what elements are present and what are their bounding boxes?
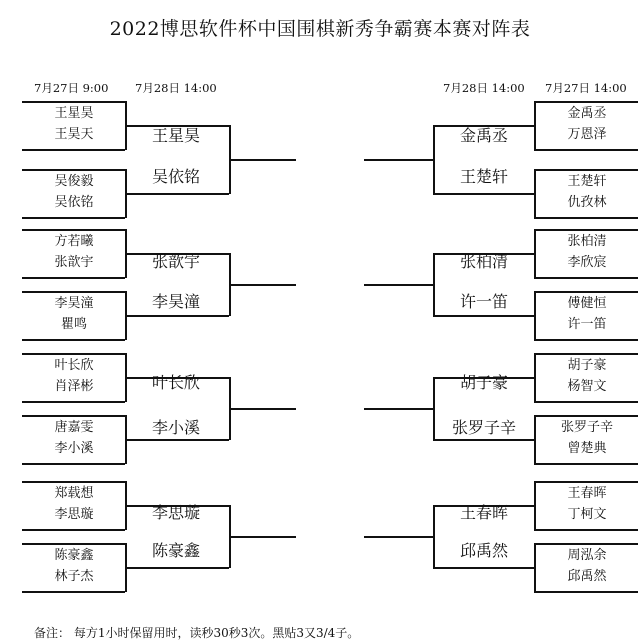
player-name-r1: 王昊天 [54, 127, 94, 142]
player-name-r2: 张罗子辛 [451, 418, 516, 437]
bracket-line [22, 169, 125, 171]
bracket-line [433, 505, 435, 568]
player-name-r1: 丁柯文 [567, 507, 607, 522]
player-name-r2: 胡子豪 [459, 373, 508, 392]
player-name-r2: 李思璇 [151, 503, 200, 522]
bracket-line [125, 567, 229, 569]
bracket-line [433, 439, 534, 441]
bracket-line [125, 193, 229, 195]
bracket-line [433, 193, 534, 195]
bracket-line [534, 229, 638, 231]
bracket-line [534, 169, 638, 171]
bracket-line [22, 291, 125, 293]
player-name-r1: 邱禹然 [567, 569, 607, 584]
bracket-line [534, 101, 536, 150]
bracket-line [22, 353, 125, 355]
player-name-r2: 李小溪 [151, 418, 200, 437]
bracket-line [534, 401, 638, 403]
player-name-r2: 王春晖 [459, 503, 508, 522]
bracket-line [22, 217, 125, 219]
player-name-r1: 吴依铭 [54, 195, 94, 210]
date-right-round1: 7月27日 14:00 [545, 81, 627, 95]
player-name-r2: 张柏清 [459, 252, 508, 271]
player-name-r1: 李思璇 [54, 507, 94, 522]
bracket-line [534, 291, 536, 340]
page-title: 2022博思软件杯中国围棋新秀争霸赛本赛对阵表 [109, 18, 531, 40]
bracket-line [22, 101, 125, 103]
bracket-line [534, 591, 638, 593]
date-right-round2: 7月28日 14:00 [443, 81, 525, 95]
player-name-r1: 郑载想 [54, 486, 94, 501]
bracket-line [364, 284, 433, 286]
bracket-line [534, 217, 638, 219]
player-name-r1: 陈豪鑫 [54, 548, 94, 563]
bracket-line [22, 277, 125, 279]
bracket-line [364, 536, 433, 538]
bracket-line [22, 463, 125, 465]
bracket-line [534, 277, 638, 279]
bracket-line [22, 339, 125, 341]
footnote: 备注： 每方1小时保留用时，读秒30秒3次。黑贴3又3/4子。 [34, 626, 360, 640]
bracket-line [22, 481, 125, 483]
player-name-r1: 曾楚典 [567, 441, 607, 456]
player-name-r2: 李昊潼 [151, 292, 200, 311]
bracket-line [229, 284, 296, 286]
bracket-line [364, 408, 433, 410]
player-name-r1: 杨智文 [567, 379, 607, 394]
player-name-r1: 张罗子辛 [560, 420, 613, 435]
bracket-line [433, 125, 435, 194]
player-name-r2: 吴依铭 [151, 167, 200, 186]
player-name-r1: 方若曦 [54, 234, 94, 249]
bracket-line [229, 159, 296, 161]
player-name-r2: 许一笛 [459, 292, 508, 311]
bracket-line [534, 481, 638, 483]
player-name-r1: 许一笛 [567, 317, 607, 332]
player-name-r1: 胡子豪 [567, 358, 607, 373]
bracket-line [534, 543, 638, 545]
bracket-line [534, 291, 638, 293]
date-left-round1: 7月27日 9:00 [34, 81, 109, 95]
player-name-r1: 王楚轩 [567, 174, 607, 189]
bracket-line [534, 463, 638, 465]
player-name-r1: 傅健恒 [567, 296, 607, 311]
player-name-r2: 王楚轩 [459, 167, 508, 186]
bracket-line [534, 353, 638, 355]
bracket-line [534, 169, 536, 218]
player-name-r1: 李欣宸 [567, 255, 607, 270]
player-name-r1: 李小溪 [54, 441, 94, 456]
player-name-r2: 张歆宇 [151, 252, 200, 271]
bracket-line [534, 149, 638, 151]
bracket-line [22, 591, 125, 593]
player-name-r2: 王星昊 [151, 126, 200, 145]
bracket-line [433, 567, 534, 569]
player-name-r1: 周泓余 [567, 548, 607, 563]
bracket-line [534, 339, 638, 341]
bracket-line [229, 408, 296, 410]
bracket-line [433, 377, 435, 440]
player-name-r1: 唐嘉雯 [54, 420, 94, 435]
bracket-line [534, 481, 536, 530]
bracket-line [433, 253, 435, 316]
player-name-r1: 吴俊毅 [54, 174, 94, 189]
bracket-line [364, 159, 433, 161]
player-name-r1: 仇孜林 [567, 195, 607, 210]
bracket-line [534, 529, 638, 531]
player-name-r1: 叶长欣 [54, 358, 94, 373]
date-left-round2: 7月28日 14:00 [135, 81, 217, 95]
player-name-r1: 王春晖 [567, 486, 607, 501]
player-name-r1: 张歆宇 [54, 255, 94, 270]
bracket-line [125, 315, 229, 317]
bracket-line [125, 439, 229, 441]
bracket-line [534, 415, 536, 464]
bracket-line [22, 149, 125, 151]
bracket-line [22, 543, 125, 545]
player-name-r1: 瞿鸣 [60, 317, 87, 332]
player-name-r1: 肖泽彬 [54, 379, 94, 394]
bracket-line [229, 536, 296, 538]
player-name-r2: 邱禹然 [459, 541, 508, 560]
bracket-line [22, 401, 125, 403]
bracket-line [22, 415, 125, 417]
bracket-line [534, 415, 638, 417]
player-name-r1: 李昊潼 [54, 296, 94, 311]
player-name-r1: 张柏清 [567, 234, 607, 249]
player-name-r2: 金禹丞 [459, 126, 508, 145]
bracket-line [534, 101, 638, 103]
bracket-line [534, 543, 536, 592]
player-name-r1: 王星昊 [54, 106, 94, 121]
bracket-line [22, 529, 125, 531]
bracket-line [433, 315, 534, 317]
player-name-r1: 林子杰 [54, 569, 94, 584]
bracket-line [534, 353, 536, 402]
bracket-line [22, 229, 125, 231]
bracket-line [534, 229, 536, 278]
player-name-r1: 万恩泽 [567, 127, 607, 142]
player-name-r1: 金禹丞 [567, 106, 607, 121]
player-name-r2: 叶长欣 [151, 373, 200, 392]
player-name-r2: 陈豪鑫 [151, 541, 200, 560]
